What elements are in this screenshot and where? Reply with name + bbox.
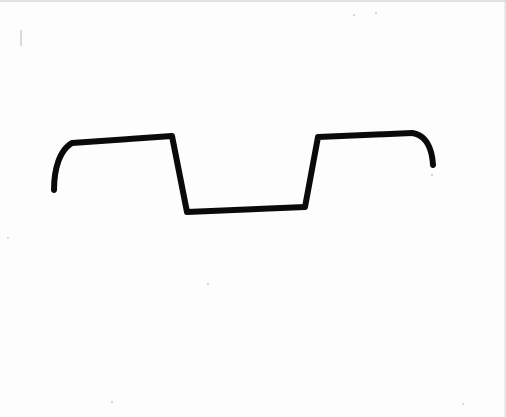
speck: [111, 401, 113, 403]
speck: [375, 12, 377, 14]
speck: [462, 403, 463, 404]
speck: [7, 237, 8, 238]
square-wave-stroke: [54, 133, 433, 212]
speck: [431, 174, 433, 176]
speck: [353, 14, 355, 16]
speck: [207, 283, 209, 285]
